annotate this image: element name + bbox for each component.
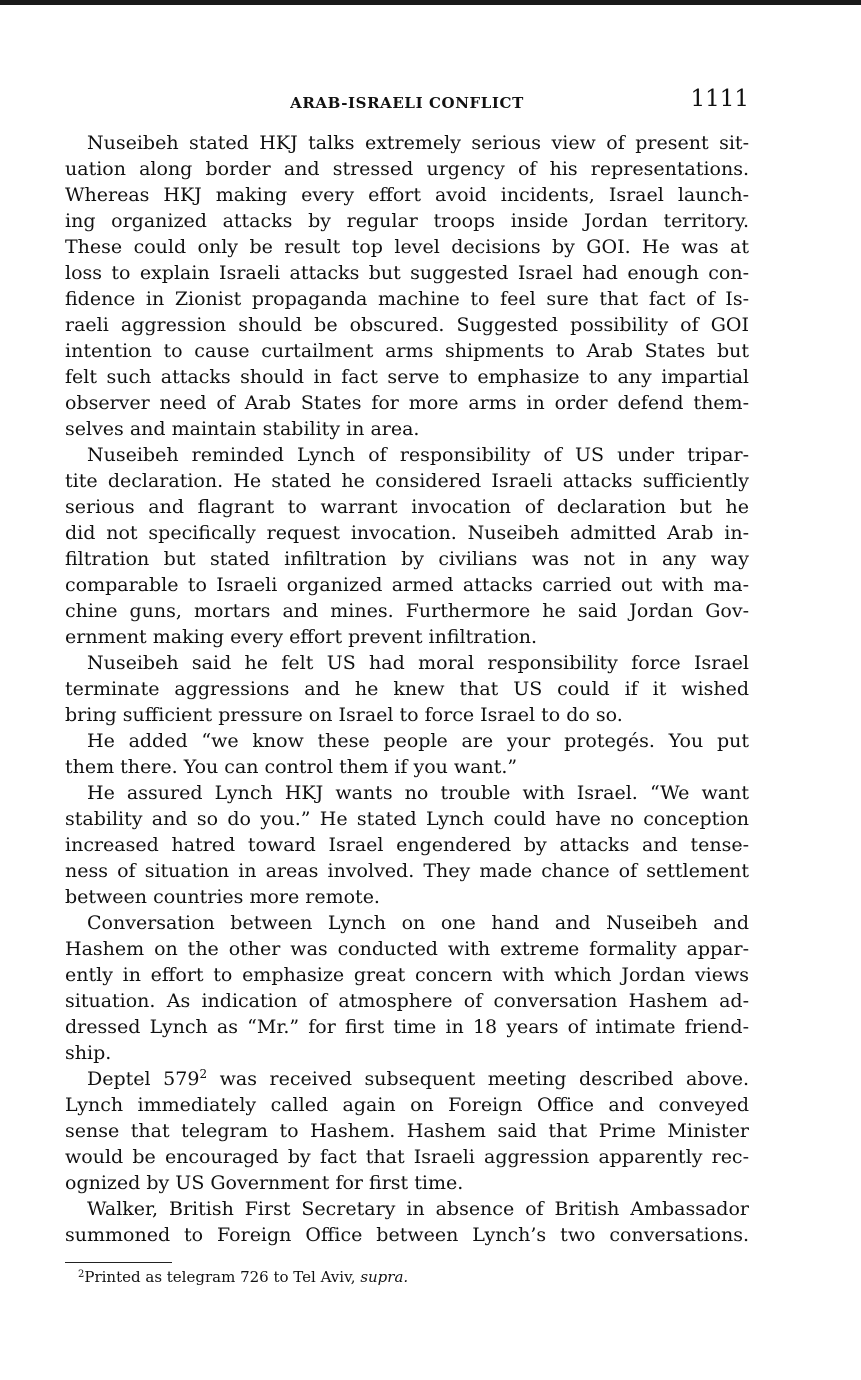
running-head — [65, 86, 749, 122]
text-line: fidence in Zionist propaganda machine to feel sure that fact of Is- — [65, 288, 749, 310]
text-line: ently in effort to emphasize great concern with which Jordan views — [65, 964, 749, 986]
footnote — [78, 1266, 408, 1288]
text-line: intention to cause curtailment arms shipments to Arab States but — [65, 340, 749, 362]
page-number: 1111 — [690, 86, 749, 112]
footnote-rule — [65, 1262, 172, 1263]
text-line: ship. — [65, 1042, 112, 1064]
text-line: them there. You can control them if you want.” — [65, 756, 518, 778]
text-line: felt such attacks should in fact serve to emphasize to any impartial — [65, 366, 749, 388]
paragraph-2 — [65, 442, 749, 650]
text-line: dressed Lynch as “Mr.” for first time in 18 years of intimate friend- — [65, 1016, 749, 1038]
line-start: Deptel 579 — [87, 1068, 200, 1090]
text-line: loss to explain Israeli attacks but suggested Israel had enough con- — [65, 262, 749, 284]
text-line: selves and maintain stability in area. — [65, 418, 420, 440]
text-line: Conversation between Lynch on one hand and Nuseibeh and — [87, 912, 749, 934]
text-line: These could only be result top level decisions by GOI. He was at — [65, 236, 749, 258]
text-line: ness of situation in areas involved. They made chance of settlement — [65, 860, 749, 882]
text-line: Whereas HKJ making every effort avoid incidents, Israel launch- — [65, 184, 749, 206]
text-line: ognized by US Government for first time. — [65, 1172, 464, 1194]
text-line: He assured Lynch HKJ wants no trouble with Israel. “We want — [87, 782, 749, 804]
text-line: summoned to Foreign Office between Lynch’s two conversations. — [65, 1224, 749, 1246]
text-line: ernment making every effort prevent infiltration. — [65, 626, 538, 648]
text-line: bring sufficient pressure on Israel to force Israel to do so. — [65, 704, 623, 726]
text-line: raeli aggression should be obscured. Suggested possibility of GOI — [65, 314, 749, 336]
paragraph-5 — [65, 780, 749, 910]
text-line: ing organized attacks by regular troops inside Jordan territory. — [65, 210, 749, 232]
text-line: He added “we know these people are your protegés. You put — [87, 730, 749, 752]
running-title: ARAB-ISRAELI CONFLICT — [290, 94, 524, 112]
text-line: chine guns, mortars and mines. Furthermore he said Jordan Gov- — [65, 600, 749, 622]
text-line: sense that telegram to Hashem. Hashem said that Prime Minister — [65, 1120, 749, 1142]
text-line: Nuseibeh stated HKJ talks extremely serious view of present sit- — [87, 132, 749, 154]
footnote-marker: 2 — [78, 1269, 85, 1280]
text-line: tite declaration. He stated he considered Israeli attacks sufficiently — [65, 470, 749, 492]
footnote-italic: supra. — [360, 1268, 409, 1286]
text-line: serious and flagrant to warrant invocation of declaration but he — [65, 496, 749, 518]
text-line: comparable to Israeli organized armed attacks carried out with ma- — [65, 574, 749, 596]
text-line: would be encouraged by fact that Israeli aggression apparently rec- — [65, 1146, 749, 1168]
text-line: situation. As indication of atmosphere of conversation Hashem ad- — [65, 990, 749, 1012]
text-line-with-footnote-ref — [65, 1066, 749, 1092]
text-line: filtration but stated infiltration by civilians was not in any way — [65, 548, 749, 570]
text-line: uation along border and stressed urgency of his representations. — [65, 158, 749, 180]
text-line: stability and so do you.” He stated Lynch could have no conception — [65, 808, 749, 830]
paragraph-8 — [65, 1196, 749, 1248]
line-rest: was received subsequent meeting described above. — [207, 1068, 749, 1090]
paragraph-6 — [65, 910, 749, 1066]
text-line: Nuseibeh reminded Lynch of responsibility of US under tripar- — [87, 444, 749, 466]
paragraph-7 — [65, 1066, 749, 1196]
text-line: did not specifically request invocation. Nuseibeh admitted Arab in- — [65, 522, 749, 544]
text-line: Lynch immediately called again on Foreign Office and conveyed — [65, 1094, 749, 1116]
paragraph-3 — [65, 650, 749, 728]
text-line: between countries more remote. — [65, 886, 380, 908]
paragraph-4 — [65, 728, 749, 780]
footnote-text: Printed as telegram 726 to Tel Aviv, — [84, 1268, 361, 1286]
text-line: increased hatred toward Israel engendered by attacks and tense- — [65, 834, 749, 856]
text-line: observer need of Arab States for more arms in order defend them- — [65, 392, 749, 414]
footnote-reference: 2 — [199, 1067, 208, 1081]
text-line: Hashem on the other was conducted with extreme formality appar- — [65, 938, 749, 960]
body-text — [65, 130, 749, 1248]
text-line: Walker, British First Secretary in absence of British Ambassador — [87, 1198, 749, 1220]
paragraph-1 — [65, 130, 749, 442]
top-border-rule — [0, 0, 861, 5]
text-line: terminate aggressions and he knew that US could if it wished — [65, 678, 749, 700]
text-line: Nuseibeh said he felt US had moral responsibility force Israel — [87, 652, 749, 674]
